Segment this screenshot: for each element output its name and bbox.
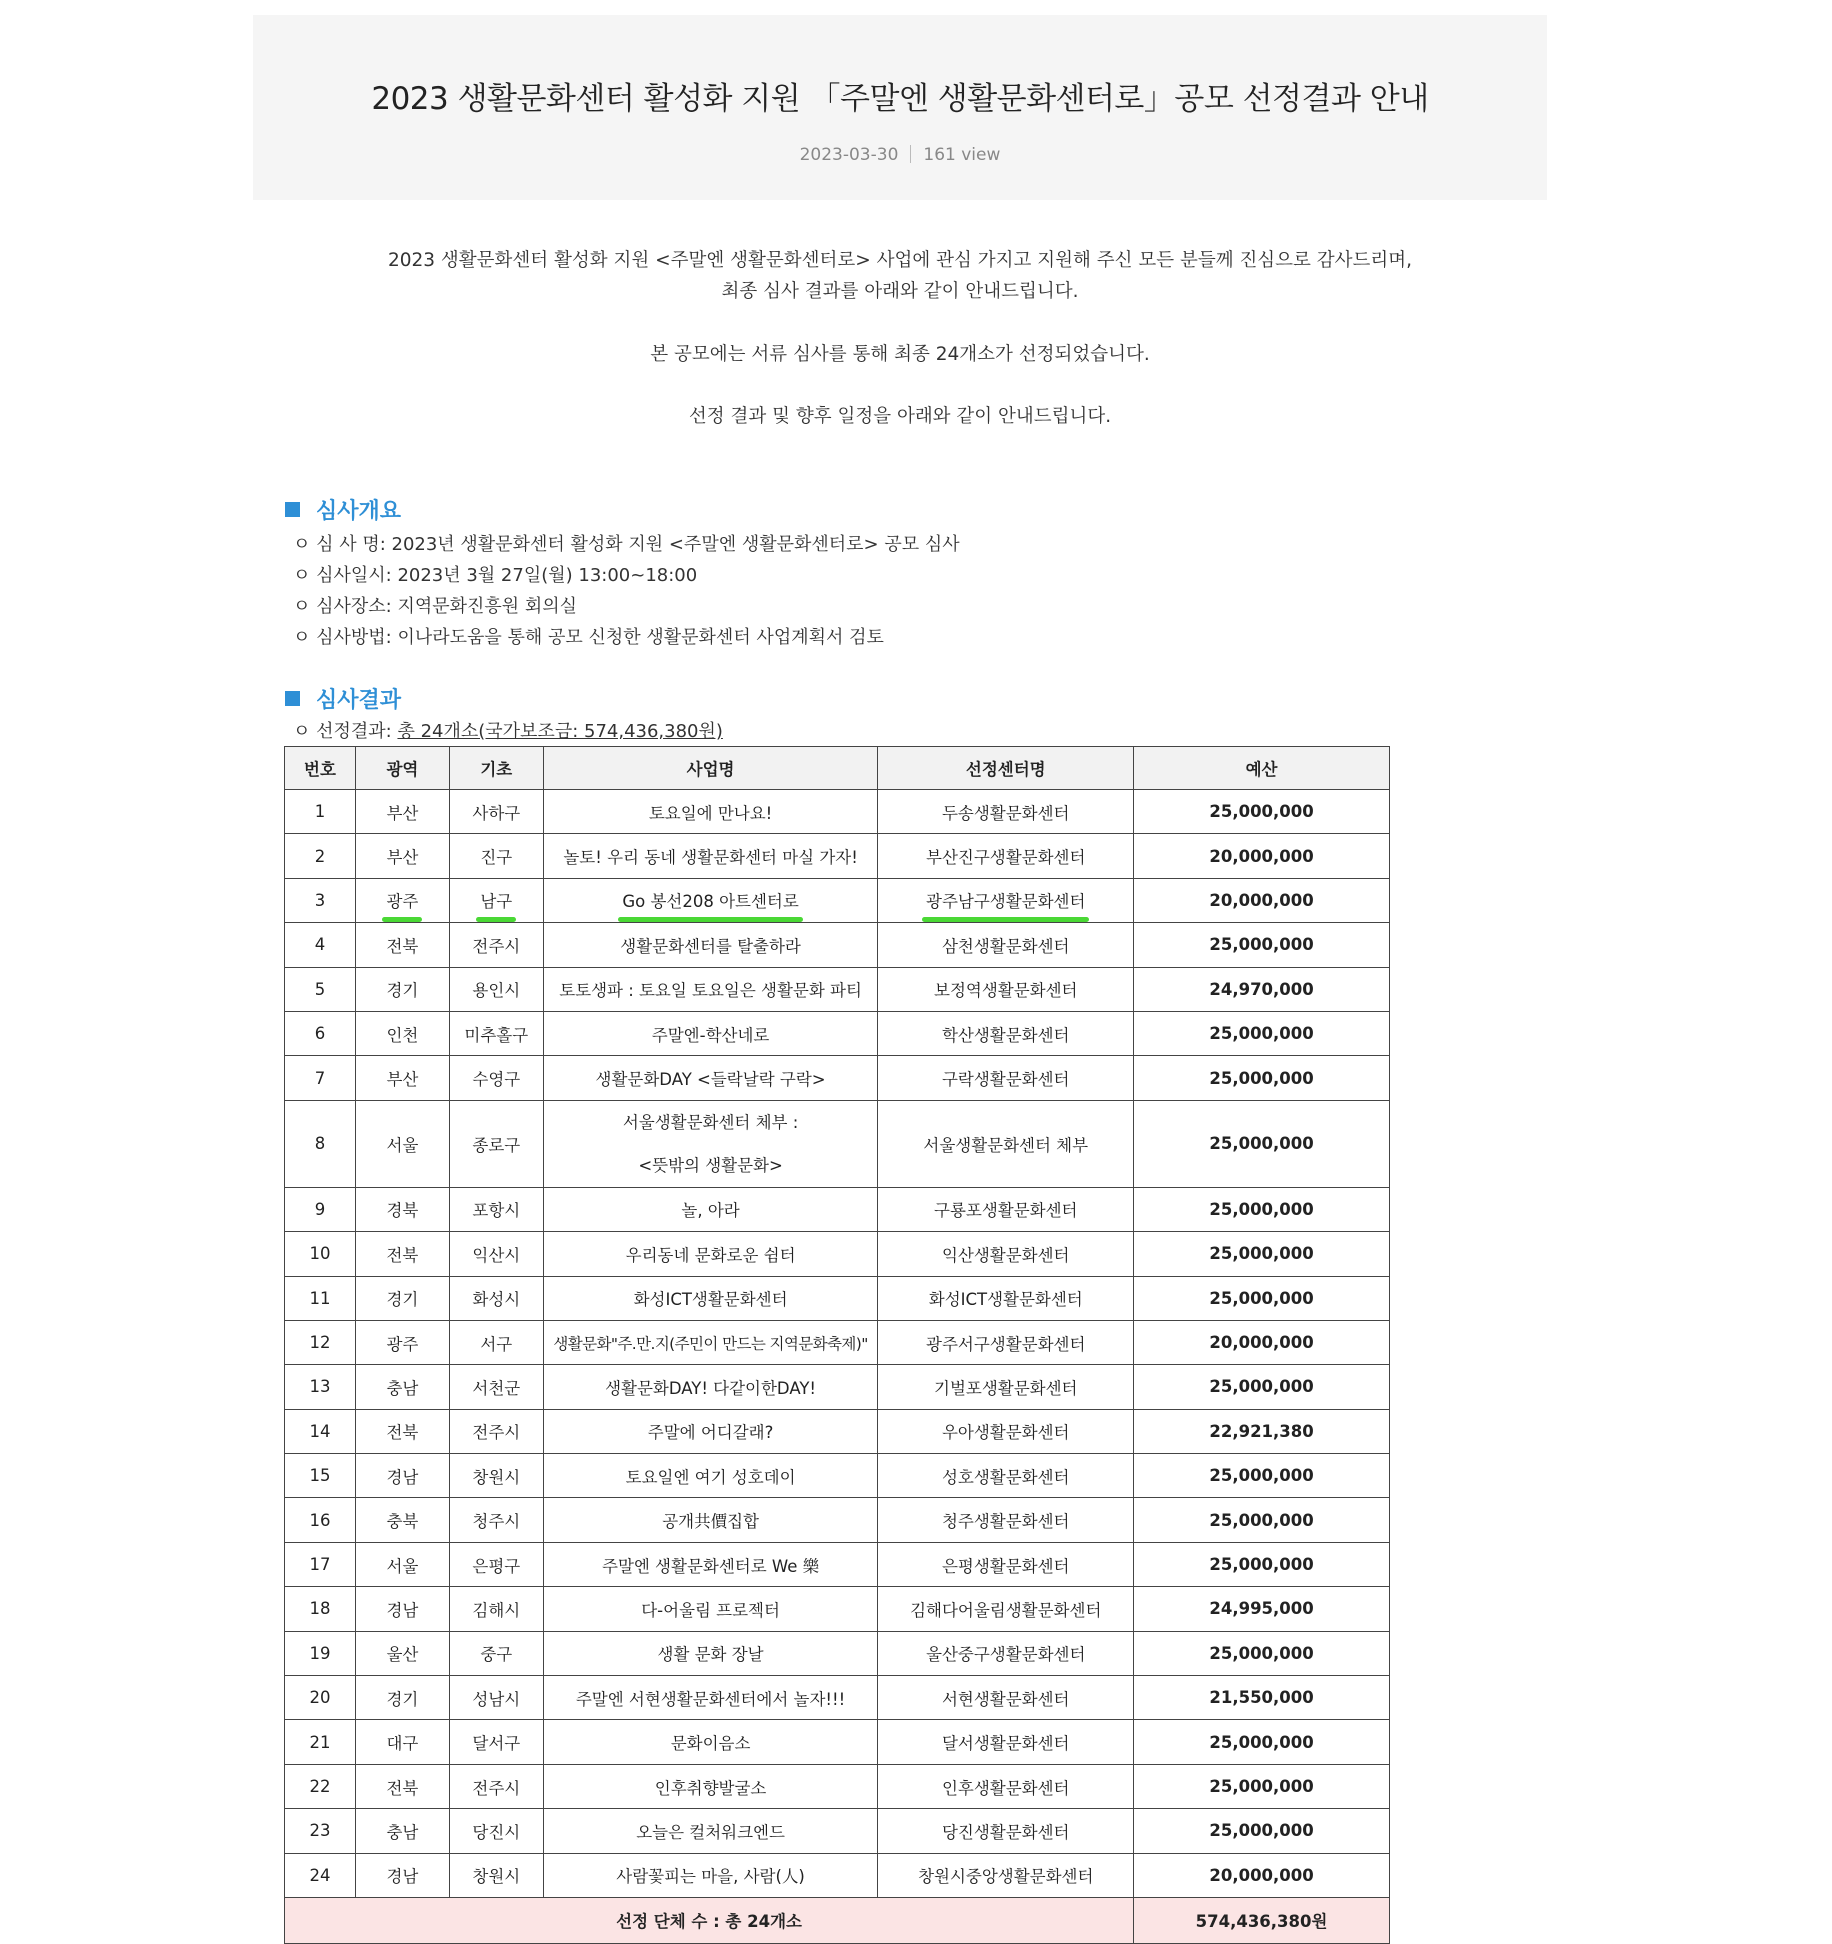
- cell-budget: 25,000,000: [1134, 1764, 1390, 1808]
- table-row: [285, 1454, 1390, 1498]
- cell-project: 생활문화"주.만.지(주민이 만드는 지역문화축제)": [543, 1320, 878, 1364]
- cell-number: 21: [285, 1720, 356, 1764]
- cell-center: 삼천생활문화센터: [878, 923, 1134, 967]
- cell-budget: 25,000,000: [1134, 1454, 1390, 1498]
- cell-project: 생활 문화 장날: [543, 1631, 878, 1675]
- cell-budget: 25,000,000: [1134, 1809, 1390, 1853]
- cell-district: 창원시: [449, 1454, 543, 1498]
- cell-project: 토요일엔 여기 성호데이: [543, 1454, 878, 1498]
- table-row: [285, 1100, 1390, 1187]
- cell-district: 창원시: [449, 1853, 543, 1897]
- intro-paragraph-3: [253, 401, 1547, 432]
- cell-region: 광주: [355, 1320, 449, 1364]
- cell-project: 생활문화센터를 탈출하라: [543, 923, 878, 967]
- cell-region: 경기: [355, 967, 449, 1011]
- cell-center: 구락생활문화센터: [878, 1056, 1134, 1100]
- view-count: 161 view: [923, 145, 1001, 165]
- table-row: [285, 1011, 1390, 1055]
- highlighted-text: 광주: [386, 888, 418, 912]
- cell-region: 울산: [355, 1631, 449, 1675]
- cell-center: 보정역생활문화센터: [878, 967, 1134, 1011]
- cell-region: 부산: [355, 834, 449, 878]
- post-date: 2023-03-30: [799, 145, 899, 165]
- overview-item: ㅇ 심 사 명: 2023년 생활문화센터 활성화 지원 <주말엔 생활문화센터로> 공모 심사: [293, 534, 960, 555]
- cell-number: 14: [285, 1409, 356, 1453]
- cell-district: 전주시: [449, 923, 543, 967]
- cell-budget: 25,000,000: [1134, 1232, 1390, 1276]
- cell-project: [543, 878, 878, 922]
- cell-budget: 25,000,000: [1134, 1100, 1390, 1187]
- cell-district: 사하구: [449, 790, 543, 834]
- cell-center: 청주생활문화센터: [878, 1498, 1134, 1542]
- cell-district: 포항시: [449, 1187, 543, 1231]
- cell-number: 4: [285, 923, 356, 967]
- cell-project: 우리동네 문화로운 쉼터: [543, 1232, 878, 1276]
- cell-district: 미추홀구: [449, 1011, 543, 1055]
- cell-region: 경북: [355, 1187, 449, 1231]
- cell-budget: 20,000,000: [1134, 834, 1390, 878]
- post-header: [253, 15, 1547, 200]
- cell-budget: 25,000,000: [1134, 1276, 1390, 1320]
- cell-budget: 20,000,000: [1134, 878, 1390, 922]
- cell-project: 놀, 아라: [543, 1187, 878, 1231]
- cell-number: 12: [285, 1320, 356, 1364]
- cell-budget: 25,000,000: [1134, 1631, 1390, 1675]
- cell-center: 구룡포생활문화센터: [878, 1187, 1134, 1231]
- cell-center: 서울생활문화센터 체부: [878, 1100, 1134, 1187]
- square-bullet-icon: [285, 691, 300, 706]
- cell-region: [355, 878, 449, 922]
- overview-item: ㅇ 심사장소: 지역문화진흥원 회의실: [293, 596, 578, 617]
- cell-number: 20: [285, 1676, 356, 1720]
- cell-district: 진구: [449, 834, 543, 878]
- cell-budget: 20,000,000: [1134, 1853, 1390, 1897]
- cell-budget: 25,000,000: [1134, 1056, 1390, 1100]
- cell-region: 전북: [355, 1409, 449, 1453]
- cell-district: 전주시: [449, 1409, 543, 1453]
- post-meta: [253, 145, 1547, 165]
- cell-district: 서구: [449, 1320, 543, 1364]
- cell-district: 달서구: [449, 1720, 543, 1764]
- results-summary: [293, 717, 723, 743]
- table-row: [285, 1764, 1390, 1808]
- cell-center: 부산진구생활문화센터: [878, 834, 1134, 878]
- cell-district: 화성시: [449, 1276, 543, 1320]
- table-row: [285, 1365, 1390, 1409]
- cell-number: 16: [285, 1498, 356, 1542]
- cell-center: 익산생활문화센터: [878, 1232, 1134, 1276]
- cell-project: 생활문화DAY <들락날락 구락>: [543, 1056, 878, 1100]
- cell-district: 서천군: [449, 1365, 543, 1409]
- table-row: [285, 1276, 1390, 1320]
- cell-project: 오늘은 컬처워크엔드: [543, 1809, 878, 1853]
- highlighted-text: 광주남구생활문화센터: [926, 888, 1085, 912]
- cell-region: 충북: [355, 1498, 449, 1542]
- table-row: [285, 923, 1390, 967]
- cell-project: 주말에 어디갈래?: [543, 1409, 878, 1453]
- cell-region: 전북: [355, 1232, 449, 1276]
- table-row: [285, 1587, 1390, 1631]
- cell-number: 17: [285, 1542, 356, 1586]
- cell-center: 학산생활문화센터: [878, 1011, 1134, 1055]
- cell-center: 울산중구생활문화센터: [878, 1631, 1134, 1675]
- cell-district: 익산시: [449, 1232, 543, 1276]
- cell-center: 우아생활문화센터: [878, 1409, 1134, 1453]
- intro-line: 선정 결과 및 향후 일정을 아래와 같이 안내드립니다.: [688, 406, 1112, 427]
- cell-number: 1: [285, 790, 356, 834]
- table-row: [285, 1809, 1390, 1853]
- cell-center: 화성ICT생활문화센터: [878, 1276, 1134, 1320]
- cell-region: 전북: [355, 923, 449, 967]
- cell-district: 김해시: [449, 1587, 543, 1631]
- col-header-district: 기초: [449, 747, 543, 790]
- table-row: [285, 1720, 1390, 1764]
- cell-region: 경남: [355, 1853, 449, 1897]
- cell-region: 경남: [355, 1454, 449, 1498]
- cell-project: 주말엔-학산네로: [543, 1011, 878, 1055]
- cell-project: [543, 1100, 878, 1187]
- project-line: 서울생활문화센터 체부 :: [622, 1112, 799, 1132]
- intro-line: 2023 생활문화센터 활성화 지원 <주말엔 생활문화센터로> 사업에 관심 가지고 지원해 주신 모든 분들께 진심으로 감사드리며,: [387, 250, 1413, 271]
- total-value: 574,436,380원: [1134, 1897, 1390, 1943]
- table-row: [285, 967, 1390, 1011]
- cell-budget: 24,995,000: [1134, 1587, 1390, 1631]
- cell-center: 서현생활문화센터: [878, 1676, 1134, 1720]
- cell-project: 토토생파 : 토요일 토요일은 생활문화 파티: [543, 967, 878, 1011]
- cell-center: 인후생활문화센터: [878, 1764, 1134, 1808]
- cell-region: 인천: [355, 1011, 449, 1055]
- col-header-center: 선정센터명: [878, 747, 1134, 790]
- cell-center: 기벌포생활문화센터: [878, 1365, 1134, 1409]
- cell-region: 전북: [355, 1764, 449, 1808]
- cell-district: 전주시: [449, 1764, 543, 1808]
- cell-number: 18: [285, 1587, 356, 1631]
- project-line: <뜻밖의 생활문화>: [638, 1155, 783, 1175]
- cell-number: 11: [285, 1276, 356, 1320]
- cell-region: 부산: [355, 790, 449, 834]
- cell-budget: 25,000,000: [1134, 1011, 1390, 1055]
- cell-project: 다-어울림 프로젝터: [543, 1587, 878, 1631]
- cell-number: 23: [285, 1809, 356, 1853]
- page-title: 2023 생활문화센터 활성화 지원 「주말엔 생활문화센터로」공모 선정결과 안내: [371, 81, 1429, 117]
- cell-region: 대구: [355, 1720, 449, 1764]
- col-header-project: 사업명: [543, 747, 878, 790]
- results-summary-prefix: ㅇ 선정결과:: [293, 721, 398, 742]
- cell-budget: 25,000,000: [1134, 1720, 1390, 1764]
- cell-number: 6: [285, 1011, 356, 1055]
- col-header-region: 광역: [355, 747, 449, 790]
- cell-budget: 25,000,000: [1134, 923, 1390, 967]
- cell-number: 9: [285, 1187, 356, 1231]
- cell-district: 중구: [449, 1631, 543, 1675]
- total-label: 선정 단체 수 : 총 24개소: [285, 1897, 1134, 1943]
- section-heading-text: 심사개요: [316, 499, 402, 524]
- intro-paragraph-2: [253, 339, 1547, 370]
- cell-region: 경남: [355, 1587, 449, 1631]
- cell-region: 부산: [355, 1056, 449, 1100]
- cell-project: 생활문화DAY! 다같이한DAY!: [543, 1365, 878, 1409]
- table-total-row: [285, 1897, 1390, 1943]
- cell-district: 청주시: [449, 1498, 543, 1542]
- square-bullet-icon: [285, 502, 300, 517]
- table-row: [285, 1498, 1390, 1542]
- col-header-budget: 예산: [1134, 747, 1390, 790]
- cell-number: 22: [285, 1764, 356, 1808]
- overview-item: ㅇ 심사일시: 2023년 3월 27일(월) 13:00~18:00: [293, 565, 698, 586]
- cell-center: 김해다어울림생활문화센터: [878, 1587, 1134, 1631]
- cell-number: 19: [285, 1631, 356, 1675]
- table-row: [285, 1676, 1390, 1720]
- meta-divider: [910, 145, 911, 163]
- table-row: [285, 1187, 1390, 1231]
- table-row: [285, 1542, 1390, 1586]
- cell-number: 5: [285, 967, 356, 1011]
- results-table: [284, 746, 1390, 1944]
- cell-district: 종로구: [449, 1100, 543, 1187]
- cell-project: 토요일에 만나요!: [543, 790, 878, 834]
- cell-region: 경기: [355, 1676, 449, 1720]
- cell-number: 2: [285, 834, 356, 878]
- cell-number: 13: [285, 1365, 356, 1409]
- cell-region: 서울: [355, 1100, 449, 1187]
- cell-number: 7: [285, 1056, 356, 1100]
- highlighted-text: 남구: [480, 888, 512, 912]
- section-heading-text: 심사결과: [316, 688, 402, 713]
- cell-project: 문화이음소: [543, 1720, 878, 1764]
- results-summary-value: 총 24개소(국가보조금: 574,436,380원): [397, 721, 723, 742]
- cell-region: 충남: [355, 1365, 449, 1409]
- table-row: [285, 1853, 1390, 1897]
- table-row: [285, 1320, 1390, 1364]
- cell-project: 주말엔 생활문화센터로 We 樂: [543, 1542, 878, 1586]
- table-row: [285, 1056, 1390, 1100]
- table-row: [285, 790, 1390, 834]
- cell-district: 당진시: [449, 1809, 543, 1853]
- cell-region: 충남: [355, 1809, 449, 1853]
- cell-center: 광주서구생활문화센터: [878, 1320, 1134, 1364]
- cell-district: 용인시: [449, 967, 543, 1011]
- table-row: [285, 1232, 1390, 1276]
- cell-number: 24: [285, 1853, 356, 1897]
- intro-line: 최종 심사 결과를 아래와 같이 안내드립니다.: [721, 281, 1079, 302]
- cell-center: 달서생활문화센터: [878, 1720, 1134, 1764]
- intro-line: 본 공모에는 서류 심사를 통해 최종 24개소가 선정되었습니다.: [650, 344, 1150, 365]
- cell-center: 창원시중앙생활문화센터: [878, 1853, 1134, 1897]
- cell-project: 화성ICT생활문화센터: [543, 1276, 878, 1320]
- section-heading-overview: [285, 494, 401, 525]
- cell-region: 서울: [355, 1542, 449, 1586]
- cell-budget: 25,000,000: [1134, 1187, 1390, 1231]
- table-row: [285, 834, 1390, 878]
- cell-project: 사람꽃피는 마을, 사람(人): [543, 1853, 878, 1897]
- cell-project: 공개共價집합: [543, 1498, 878, 1542]
- cell-number: 10: [285, 1232, 356, 1276]
- table-row-highlighted: [285, 878, 1390, 922]
- cell-center: 은평생활문화센터: [878, 1542, 1134, 1586]
- cell-center: 두송생활문화센터: [878, 790, 1134, 834]
- highlighted-text: Go 봉선208 아트센터로: [622, 888, 798, 912]
- cell-district: 수영구: [449, 1056, 543, 1100]
- cell-number: 3: [285, 878, 356, 922]
- overview-item: ㅇ 심사방법: 이나라도움을 통해 공모 신청한 생활문화센터 사업계획서 검토: [293, 627, 884, 648]
- cell-region: 경기: [355, 1276, 449, 1320]
- table-row: [285, 1409, 1390, 1453]
- cell-district: 성남시: [449, 1676, 543, 1720]
- cell-budget: 25,000,000: [1134, 790, 1390, 834]
- cell-budget: 24,970,000: [1134, 967, 1390, 1011]
- intro-paragraph-1: [253, 245, 1547, 307]
- cell-project: 주말엔 서현생활문화센터에서 놀자!!!: [543, 1676, 878, 1720]
- section-heading-results: [285, 683, 401, 714]
- cell-project: 인후취향발굴소: [543, 1764, 878, 1808]
- cell-budget: 25,000,000: [1134, 1542, 1390, 1586]
- table-row: [285, 1631, 1390, 1675]
- cell-center: 당진생활문화센터: [878, 1809, 1134, 1853]
- cell-number: 15: [285, 1454, 356, 1498]
- cell-center: [878, 878, 1134, 922]
- table-header-row: [285, 747, 1390, 790]
- cell-center: 성호생활문화센터: [878, 1454, 1134, 1498]
- cell-district: [449, 878, 543, 922]
- cell-budget: 22,921,380: [1134, 1409, 1390, 1453]
- cell-number: 8: [285, 1100, 356, 1187]
- cell-project: 놀토! 우리 동네 생활문화센터 마실 가자!: [543, 834, 878, 878]
- cell-district: 은평구: [449, 1542, 543, 1586]
- cell-budget: 25,000,000: [1134, 1498, 1390, 1542]
- cell-budget: 20,000,000: [1134, 1320, 1390, 1364]
- cell-budget: 21,550,000: [1134, 1676, 1390, 1720]
- cell-budget: 25,000,000: [1134, 1365, 1390, 1409]
- col-header-number: 번호: [285, 747, 356, 790]
